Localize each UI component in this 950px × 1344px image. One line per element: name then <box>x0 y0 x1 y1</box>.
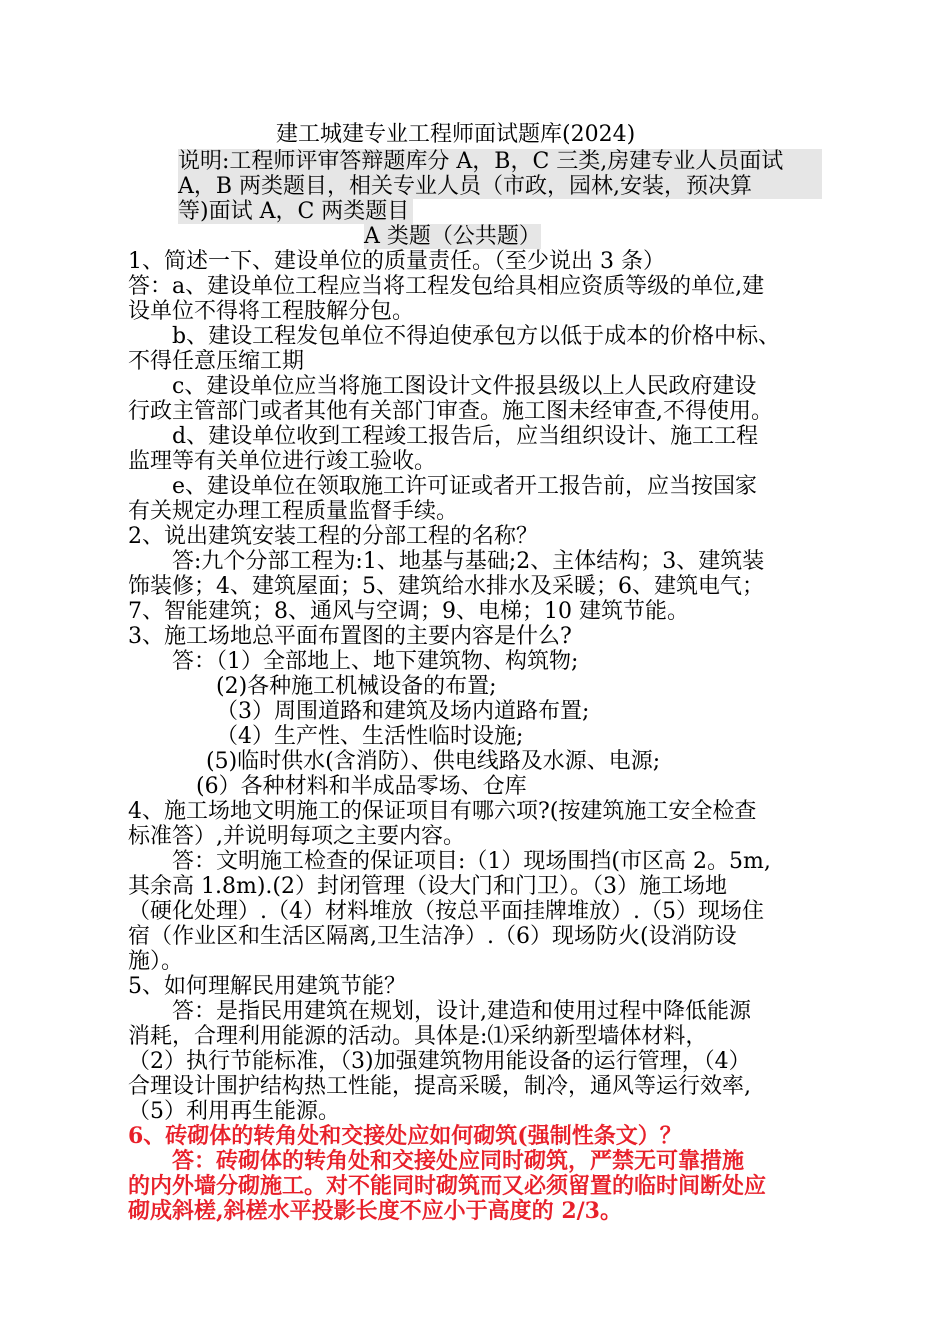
q3-answer-line-3: （3）周围道路和建筑及场内道路布置; <box>216 699 590 724</box>
q1-answer-d-line-2: 监理等有关单位进行竣工验收。 <box>128 449 437 474</box>
q3-answer-line-1: 答：（1）全部地上、地下建筑物、构筑物; <box>172 649 579 674</box>
q5-question: 5、如何理解民用建筑节能？ <box>128 974 406 999</box>
section-title: A 类题（公共题） <box>364 224 541 249</box>
q2-question: 2、说出建筑安装工程的分部工程的名称？ <box>128 524 538 549</box>
document-title: 建工城建专业工程师面试题库(2024) <box>276 122 636 147</box>
q1-answer-a-line-2: 设单位不得将工程肢解分包。 <box>128 299 415 324</box>
q5-answer-line-5: （5）利用再生能源。 <box>128 1099 340 1124</box>
q6-question: 6、砖砌体的转角处和交接处应如何砌筑(强制性条文）？ <box>128 1123 682 1149</box>
q1-answer-c-line-1: c、建设单位应当将施工图设计文件报县级以上人民政府建设 <box>172 374 757 399</box>
q4-question-line-1: 4、施工场地文明施工的保证项目有哪六项?(按建筑施工安全检查 <box>128 799 757 824</box>
q2-answer-line-2: 饰装修；4、建筑屋面；5、建筑给水排水及采暖；6、建筑电气； <box>128 574 764 599</box>
q3-answer-line-5: (5)临时供水(含消防）、供电线路及水源、电源; <box>206 749 661 774</box>
q1-answer-d-line-1: d、建设单位收到工程竣工报告后，应当组织设计、施工工程 <box>172 424 759 449</box>
q5-answer-line-2: 消耗，合理利用能源的活动。具体是:⑴采纳新型墙体材料， <box>128 1024 708 1049</box>
q4-answer-line-4: 宿（作业区和生活区隔离,卫生洁净）.（6）现场防火(设消防设 <box>128 924 737 949</box>
q5-answer-line-1: 答：是指民用建筑在规划，设计,建造和使用过程中降低能源 <box>172 999 751 1024</box>
q5-answer-line-3: （2）执行节能标准，（3)加强建筑物用能设备的运行管理，（4） <box>128 1049 751 1074</box>
q3-answer-line-4: （4）生产性、生活性临时设施; <box>216 724 524 749</box>
q4-answer-line-2: 其余高 1.8m).(2）封闭管理（设大门和门卫）。（3）施工场地 <box>128 874 727 899</box>
q1-answer-e-line-1: e、建设单位在领取施工许可证或者开工报告前，应当按国家 <box>172 474 758 499</box>
note-line-3: 等)面试 A，C 两类题目 <box>178 199 413 224</box>
q1-question: 1、简述一下、建设单位的质量责任。（至少说出 3 条） <box>128 249 665 274</box>
note-line-1: 说明:工程师评审答辩题库分 A，B，C 三类,房建专业人员面试 <box>178 149 822 174</box>
q4-answer-line-3: （硬化处理）.（4）材料堆放（按总平面挂牌堆放）.（5）现场住 <box>128 899 764 924</box>
q2-answer-line-1: 答:九个分部工程为:1、地基与基础;2、主体结构；3、建筑装 <box>172 549 765 574</box>
q2-answer-line-3: 7、智能建筑；8、通风与空调；9、电梯；10 建筑节能。 <box>128 599 689 624</box>
q4-question-line-2: 标准答）,并说明每项之主要内容。 <box>128 824 465 849</box>
q1-answer-a-line-1: 答：a、建设单位工程应当将工程发包给具相应资质等级的单位,建 <box>128 274 765 299</box>
q6-answer-line-3: 砌成斜槎,斜槎水平投影长度不应小于高度的 2/3。 <box>128 1198 622 1224</box>
q6-answer-line-2: 的内外墙分砌施工。对不能同时砌筑而又必须留置的临时间断处应 <box>128 1173 767 1199</box>
q4-answer-line-1: 答：文明施工检查的保证项目:（1）现场围挡(市区高 2。5m, <box>172 849 771 874</box>
q4-answer-line-5: 施）。 <box>128 949 184 974</box>
q3-answer-line-6: (6）各种材料和半成品零场、仓库 <box>196 774 527 799</box>
q3-question: 3、施工场地总平面布置图的主要内容是什么? <box>128 624 572 649</box>
q3-answer-line-2: (2)各种施工机械设备的布置; <box>216 674 497 699</box>
q5-answer-line-4: 合理设计围护结构热工性能，提高采暖，制冷，通风等运行效率, <box>128 1074 751 1099</box>
q1-answer-b-line-2: 不得任意压缩工期 <box>128 349 305 374</box>
note-line-2: A，B 两类题目，相关专业人员（市政，园林,安装，预决算 <box>178 174 822 199</box>
q1-answer-c-line-2: 行政主管部门或者其他有关部门审查。施工图未经审查,不得使用。 <box>128 399 773 424</box>
q1-answer-b-line-1: b、建设工程发包单位不得迫使承包方以低于成本的价格中标、 <box>172 324 781 349</box>
q1-answer-e-line-2: 有关规定办理工程质量监督手续。 <box>128 499 459 524</box>
q6-answer-line-1: 答：砖砌体的转角处和交接处应同时砌筑，严禁无可靠措施 <box>172 1148 745 1174</box>
